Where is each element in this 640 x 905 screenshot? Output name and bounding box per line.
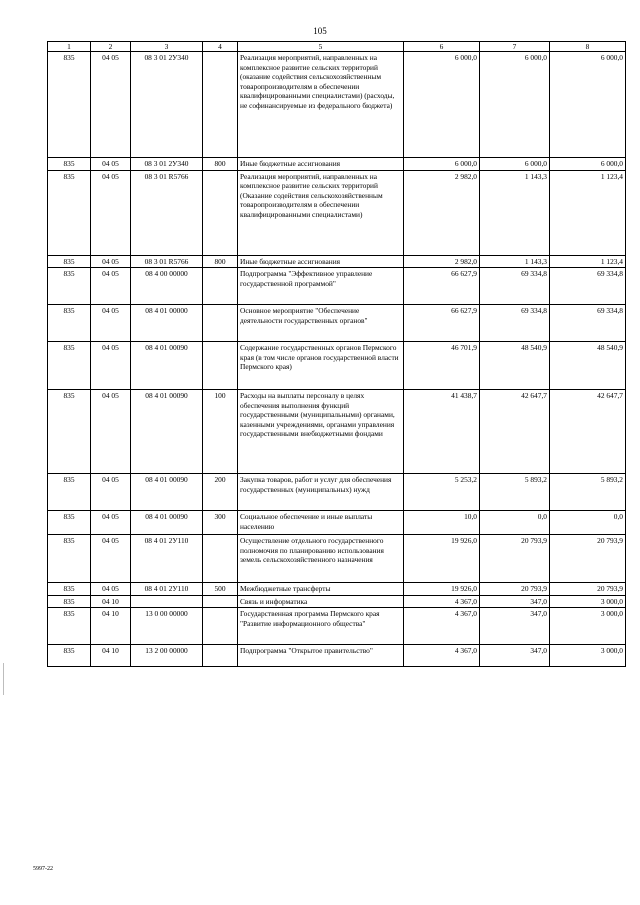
cell-ministry-code: 835 <box>48 474 91 511</box>
cell-expense-type <box>203 52 238 158</box>
table-row <box>48 474 626 511</box>
cell-amount-year-3: 6 000,0 <box>550 52 626 158</box>
cell-section-code: 04 05 <box>91 170 131 255</box>
cell-section-code: 04 05 <box>91 390 131 474</box>
cell-amount-year-1: 10,0 <box>404 511 480 535</box>
column-number-8: 8 <box>550 42 626 52</box>
cell-ministry-code: 835 <box>48 535 91 583</box>
cell-amount-year-2: 69 334,8 <box>480 305 550 342</box>
cell-target-article: 13 0 00 00000 <box>131 608 203 645</box>
cell-expense-type: 200 <box>203 474 238 511</box>
cell-amount-year-3: 42 647,7 <box>550 390 626 474</box>
cell-section-code: 04 10 <box>91 608 131 645</box>
cell-amount-year-3: 69 334,8 <box>550 305 626 342</box>
cell-ministry-code: 835 <box>48 255 91 267</box>
cell-target-article: 08 4 00 00000 <box>131 268 203 305</box>
cell-section-code: 04 05 <box>91 255 131 267</box>
cell-amount-year-2: 347,0 <box>480 595 550 607</box>
cell-section-code: 04 10 <box>91 595 131 607</box>
cell-expense-type <box>203 535 238 583</box>
cell-amount-year-3: 5 893,2 <box>550 474 626 511</box>
cell-section-code: 04 05 <box>91 268 131 305</box>
cell-amount-year-3: 3 000,0 <box>550 608 626 645</box>
cell-amount-year-3: 3 000,0 <box>550 645 626 667</box>
cell-target-article: 08 4 01 2У110 <box>131 583 203 595</box>
cell-ministry-code: 835 <box>48 170 91 255</box>
cell-amount-year-2: 347,0 <box>480 608 550 645</box>
cell-expense-type: 300 <box>203 511 238 535</box>
cell-amount-year-1: 19 926,0 <box>404 535 480 583</box>
cell-expense-type <box>203 170 238 255</box>
cell-amount-year-2: 5 893,2 <box>480 474 550 511</box>
cell-amount-year-2: 1 143,3 <box>480 170 550 255</box>
cell-section-code: 04 05 <box>91 52 131 158</box>
cell-description: Реализация мероприятий, направленных на комплексное развитие сельских территорий (Оказание содействия сельскохозяйственным товаропроизводителям в обеспечении квалифицированными специалистами) <box>238 170 404 255</box>
cell-description: Основное мероприятие "Обеспечение деятельности государственных органов" <box>238 305 404 342</box>
column-number-4: 4 <box>203 42 238 52</box>
cell-expense-type <box>203 645 238 667</box>
cell-ministry-code: 835 <box>48 645 91 667</box>
cell-amount-year-3: 1 123,4 <box>550 170 626 255</box>
cell-section-code: 04 05 <box>91 535 131 583</box>
cell-section-code: 04 05 <box>91 511 131 535</box>
cell-ministry-code: 835 <box>48 342 91 390</box>
cell-description: Закупка товаров, работ и услуг для обеспечения государственных (муниципальных) нужд <box>238 474 404 511</box>
column-number-row <box>48 42 626 52</box>
cell-amount-year-1: 4 367,0 <box>404 608 480 645</box>
scan-margin-line <box>3 663 4 695</box>
cell-description: Иные бюджетные ассигнования <box>238 158 404 170</box>
cell-amount-year-1: 2 982,0 <box>404 255 480 267</box>
cell-amount-year-1: 4 367,0 <box>404 645 480 667</box>
table-row <box>48 170 626 255</box>
cell-amount-year-2: 6 000,0 <box>480 52 550 158</box>
cell-amount-year-3: 69 334,8 <box>550 268 626 305</box>
cell-section-code: 04 05 <box>91 342 131 390</box>
table-row <box>48 645 626 667</box>
cell-amount-year-2: 69 334,8 <box>480 268 550 305</box>
cell-description: Государственная программа Пермского края "Развитие информационного общества" <box>238 608 404 645</box>
cell-expense-type <box>203 342 238 390</box>
cell-expense-type: 800 <box>203 158 238 170</box>
cell-description: Подпрограмма "Эффективное управление государственной программой" <box>238 268 404 305</box>
cell-target-article: 08 3 01 2У340 <box>131 158 203 170</box>
cell-description: Социальное обеспечение и иные выплаты населению <box>238 511 404 535</box>
cell-amount-year-1: 41 438,7 <box>404 390 480 474</box>
cell-expense-type <box>203 608 238 645</box>
cell-expense-type <box>203 305 238 342</box>
cell-section-code: 04 10 <box>91 645 131 667</box>
cell-expense-type: 500 <box>203 583 238 595</box>
table-row <box>48 305 626 342</box>
table-row <box>48 158 626 170</box>
cell-amount-year-3: 20 793,9 <box>550 583 626 595</box>
cell-section-code: 04 05 <box>91 583 131 595</box>
table-row <box>48 595 626 607</box>
page-number: 105 <box>313 26 327 36</box>
cell-description: Подпрограмма "Открытое правительство" <box>238 645 404 667</box>
column-number-7: 7 <box>480 42 550 52</box>
cell-amount-year-3: 0,0 <box>550 511 626 535</box>
table-row <box>48 583 626 595</box>
cell-target-article: 08 4 01 00000 <box>131 305 203 342</box>
cell-ministry-code: 835 <box>48 511 91 535</box>
cell-ministry-code: 835 <box>48 52 91 158</box>
cell-ministry-code: 835 <box>48 158 91 170</box>
cell-description: Содержание государственных органов Пермского края (в том числе органов государственной власти Пермского края) <box>238 342 404 390</box>
cell-amount-year-2: 6 000,0 <box>480 158 550 170</box>
column-number-2: 2 <box>91 42 131 52</box>
table-body <box>48 52 626 667</box>
cell-description: Связь и информатика <box>238 595 404 607</box>
cell-description: Иные бюджетные ассигнования <box>238 255 404 267</box>
cell-ministry-code: 835 <box>48 595 91 607</box>
cell-amount-year-1: 6 000,0 <box>404 52 480 158</box>
footer-code: 5997-22 <box>33 866 53 872</box>
cell-target-article: 13 2 00 00000 <box>131 645 203 667</box>
cell-amount-year-3: 1 123,4 <box>550 255 626 267</box>
cell-target-article: 08 3 01 R5766 <box>131 255 203 267</box>
cell-amount-year-3: 6 000,0 <box>550 158 626 170</box>
table-row <box>48 268 626 305</box>
cell-target-article: 08 4 01 00090 <box>131 390 203 474</box>
cell-amount-year-1: 46 701,9 <box>404 342 480 390</box>
cell-target-article: 08 4 01 2У110 <box>131 535 203 583</box>
cell-ministry-code: 835 <box>48 268 91 305</box>
cell-target-article: 08 3 01 2У340 <box>131 52 203 158</box>
cell-amount-year-2: 20 793,9 <box>480 535 550 583</box>
budget-table <box>47 41 626 667</box>
table-row <box>48 511 626 535</box>
cell-expense-type: 100 <box>203 390 238 474</box>
cell-description: Межбюджетные трансферты <box>238 583 404 595</box>
table-row <box>48 52 626 158</box>
table-row <box>48 390 626 474</box>
cell-expense-type <box>203 268 238 305</box>
cell-expense-type: 800 <box>203 255 238 267</box>
cell-target-article: 08 3 01 R5766 <box>131 170 203 255</box>
cell-description: Расходы на выплаты персоналу в целях обеспечения выполнения функций государственными (муниципальными) органами, казенными учреждениями, органами управления государственными внебюджетными фондами <box>238 390 404 474</box>
cell-amount-year-2: 48 540,9 <box>480 342 550 390</box>
column-number-1: 1 <box>48 42 91 52</box>
cell-ministry-code: 835 <box>48 390 91 474</box>
table-row <box>48 608 626 645</box>
cell-amount-year-1: 66 627,9 <box>404 268 480 305</box>
cell-section-code: 04 05 <box>91 158 131 170</box>
cell-amount-year-3: 48 540,9 <box>550 342 626 390</box>
cell-amount-year-2: 1 143,3 <box>480 255 550 267</box>
cell-ministry-code: 835 <box>48 583 91 595</box>
cell-target-article <box>131 595 203 607</box>
cell-description: Осуществление отдельного государственного полномочия по планированию использования земель сельскохозяйственного назначения <box>238 535 404 583</box>
table-row <box>48 342 626 390</box>
cell-target-article: 08 4 01 00090 <box>131 474 203 511</box>
cell-amount-year-1: 2 982,0 <box>404 170 480 255</box>
cell-amount-year-1: 5 253,2 <box>404 474 480 511</box>
cell-amount-year-2: 347,0 <box>480 645 550 667</box>
table-row <box>48 255 626 267</box>
cell-amount-year-3: 3 000,0 <box>550 595 626 607</box>
cell-amount-year-1: 66 627,9 <box>404 305 480 342</box>
cell-target-article: 08 4 01 00090 <box>131 342 203 390</box>
table-row <box>48 535 626 583</box>
cell-expense-type <box>203 595 238 607</box>
cell-amount-year-2: 20 793,9 <box>480 583 550 595</box>
column-number-3: 3 <box>131 42 203 52</box>
cell-ministry-code: 835 <box>48 608 91 645</box>
cell-description: Реализация мероприятий, направленных на комплексное развитие сельских территорий (оказание содействия сельскохозяйственным товаропроизводителям в обеспечении квалифицированными специалистами) (расходы, не софинансируемые из федерального бюджета) <box>238 52 404 158</box>
column-number-5: 5 <box>238 42 404 52</box>
cell-amount-year-2: 42 647,7 <box>480 390 550 474</box>
cell-section-code: 04 05 <box>91 474 131 511</box>
cell-amount-year-1: 6 000,0 <box>404 158 480 170</box>
cell-amount-year-1: 19 926,0 <box>404 583 480 595</box>
cell-amount-year-1: 4 367,0 <box>404 595 480 607</box>
cell-amount-year-2: 0,0 <box>480 511 550 535</box>
cell-target-article: 08 4 01 00090 <box>131 511 203 535</box>
cell-ministry-code: 835 <box>48 305 91 342</box>
cell-section-code: 04 05 <box>91 305 131 342</box>
cell-amount-year-3: 20 793,9 <box>550 535 626 583</box>
column-number-6: 6 <box>404 42 480 52</box>
